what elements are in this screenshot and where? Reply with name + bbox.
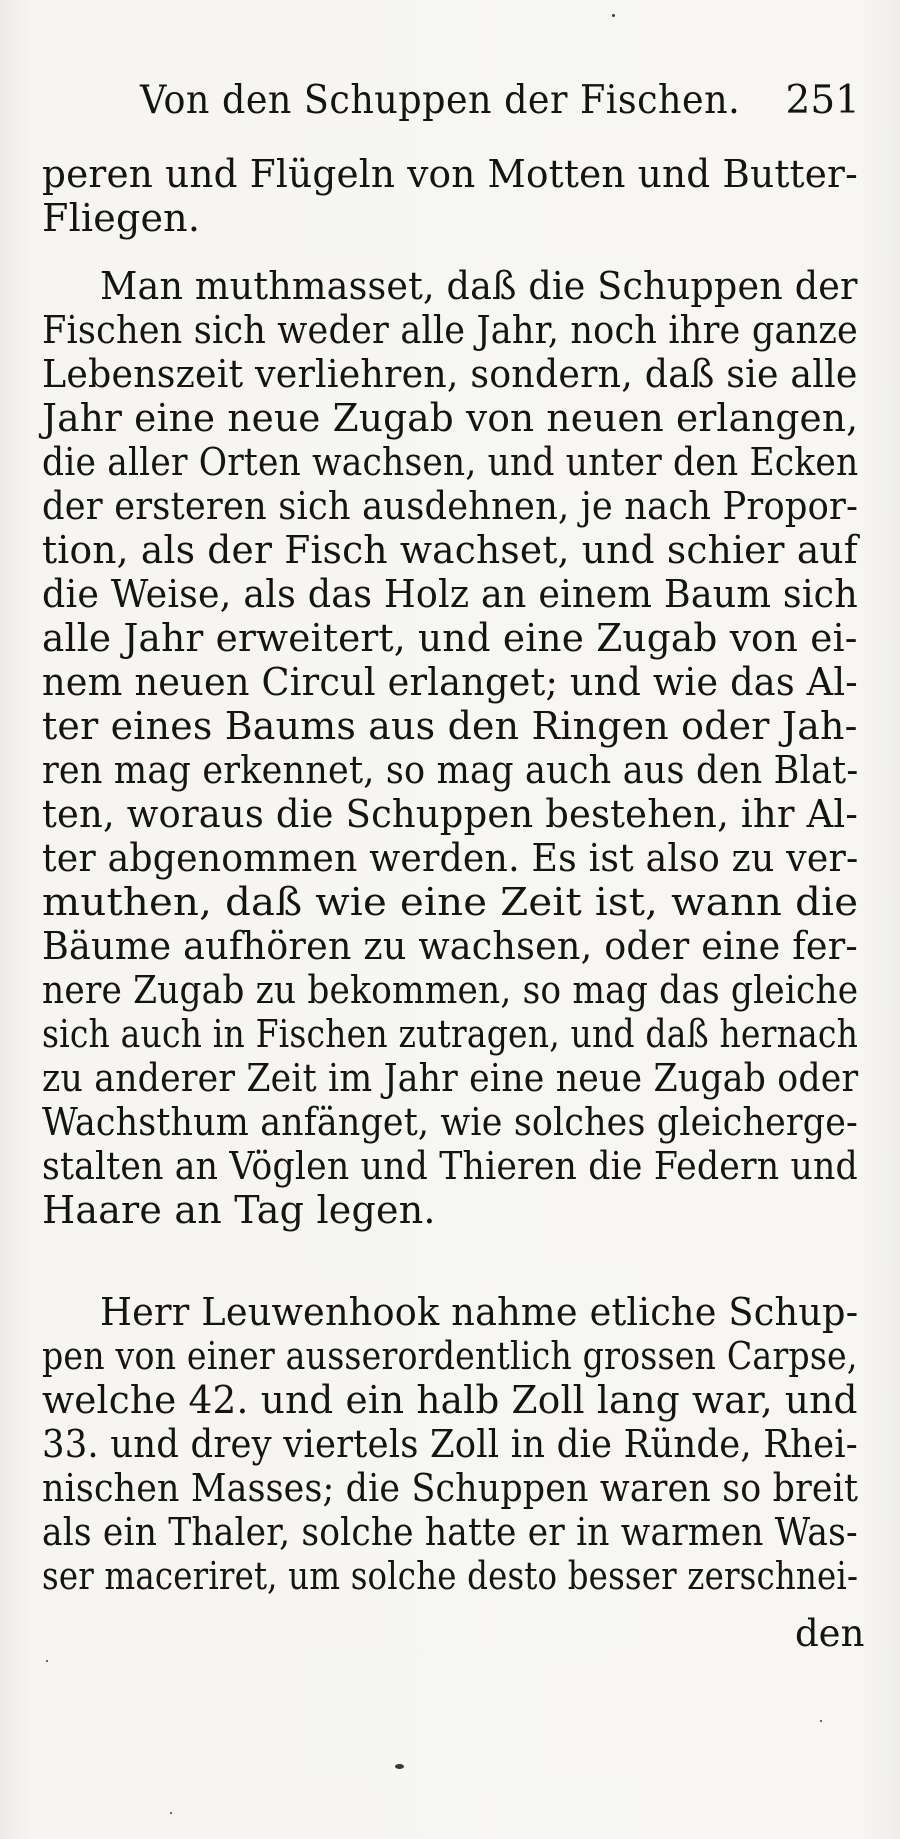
print-speck [170, 1812, 172, 1814]
text-line: ren mag erkennet, so mag auch aus den Blat- [42, 748, 859, 792]
text-line: pen von einer ausserordentlich grossen Carpse, [42, 1334, 858, 1378]
text-line: der ersteren sich ausdehnen, je nach Propor- [42, 484, 859, 528]
text-line: alle Jahr erweitert, und eine Zugab von ei- [42, 616, 858, 660]
text-line: nere Zugab zu bekommen, so mag das gleiche [42, 968, 859, 1012]
text-line: Wachsthum anfänget, wie solches gleicherge- [42, 1100, 858, 1144]
print-speck [46, 1660, 48, 1662]
text-line: zu anderer Zeit im Jahr eine neue Zugab oder [42, 1056, 859, 1100]
text-line: Man muthmasset, daß die Schuppen der [100, 264, 858, 308]
text-line: die Weise, als das Holz an einem Baum sich [42, 572, 858, 616]
catchword: den [795, 1612, 865, 1655]
header-title: Von den Schuppen der Fischen. [140, 78, 741, 123]
running-header [140, 78, 860, 128]
text-line: Jahr eine neue Zugab von neuen erlangen, [42, 396, 859, 440]
page-number: 251 [785, 78, 860, 123]
print-speck [820, 1720, 822, 1722]
text-line: tion, als der Fisch wachset, und schier auf [42, 528, 858, 572]
print-speck [612, 14, 615, 17]
text-line: Fliegen. [42, 196, 201, 240]
text-line: als ein Thaler, solche hatte er in warmen Was- [42, 1510, 858, 1554]
text-line: nem neuen Circul erlanget; und wie das Al- [42, 660, 858, 704]
text-line: Lebenszeit verliehren, sondern, daß sie alle [42, 352, 858, 396]
text-line: ser maceriret, um solche desto besser zerschnei- [42, 1554, 859, 1598]
text-line: 33. und drey viertels Zoll in die Ründe, Rhei- [42, 1422, 858, 1466]
text-line: Herr Leuwenhook nahme etliche Schup- [100, 1290, 859, 1334]
text-line: ten, woraus die Schuppen bestehen, ihr Al- [42, 792, 859, 836]
text-line: ter abgenommen werden. Es ist also zu ver- [42, 836, 859, 880]
text-line: nischen Masses; die Schuppen waren so breit [42, 1466, 859, 1510]
print-speck [395, 1764, 404, 1769]
text-line: welche 42. und ein halb Zoll lang war, und [42, 1378, 858, 1422]
text-line: die aller Orten wachsen, und unter den Ecken [42, 440, 859, 484]
text-line: stalten an Vöglen und Thieren die Federn und [42, 1144, 858, 1188]
text-line: sich auch in Fischen zutragen, und daß hernach [42, 1012, 859, 1056]
text-line: ter eines Baums aus den Ringen oder Jah- [42, 704, 858, 748]
text-line: Haare an Tag legen. [42, 1188, 436, 1232]
text-line: Fischen sich weder alle Jahr, noch ihre ganze [42, 308, 858, 352]
text-line: muthen, daß wie eine Zeit ist, wann die [42, 880, 859, 924]
text-line: Bäume aufhören zu wachsen, oder eine fer- [42, 924, 858, 968]
text-line: peren und Flügeln von Motten und Butter- [42, 152, 858, 196]
